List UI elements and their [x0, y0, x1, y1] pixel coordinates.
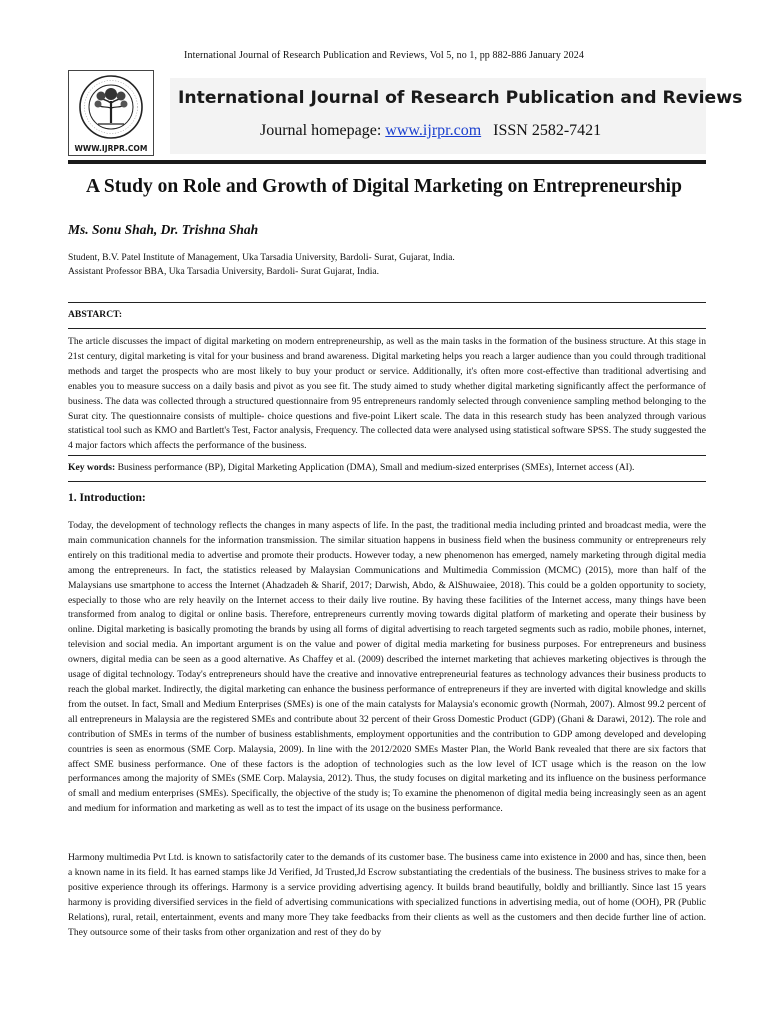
- divider: [68, 455, 706, 456]
- section-heading-introduction: 1. Introduction:: [68, 492, 146, 504]
- issn: ISSN 2582-7421: [493, 122, 602, 139]
- journal-masthead: [68, 70, 743, 158]
- abstract-label: ABSTARCT:: [68, 309, 123, 320]
- logo-url-text: WWW.IJRPR.COM: [74, 144, 148, 153]
- homepage-label: Journal homepage:: [260, 122, 382, 139]
- paper-authors: Ms. Sonu Shah, Dr. Trishna Shah: [68, 222, 259, 237]
- paper-title: A Study on Role and Growth of Digital Marketing on Entrepreneurship: [86, 176, 682, 197]
- author-affiliation-1: Student, B.V. Patel Institute of Management, Uka Tarsadia University, Bardoli- Surat, Gujarat, India.: [68, 252, 455, 263]
- keywords-line: [68, 462, 634, 473]
- journal-citation: International Journal of Research Publication and Reviews, Vol 5, no 1, pp 882-886 January 2024: [184, 50, 584, 61]
- journal-header-panel: [170, 78, 743, 154]
- keywords-label: Key words:: [68, 462, 116, 473]
- abstract-text: The article discusses the impact of digital marketing on modern entrepreneurship, as well as the main tasks in the formation of the business structure. At this stage in 21st century, digital marketing is vital for your business and brand awareness. Digital marketing helps you reach a larger audience than you could through traditional methods and target the prospects who are most likely to buy your product or service. Additionally, it's often more cost-effective than traditional advertising and enables you to measure success on a daily basis and pivot as you see fit. The study aimed to study whether digital marketing significantly affect the performance of business. The data was collected through a structured questionnaire from 95 entrepreneurs randomly selected through convenience sampling method belonging to the Surat city. The questionnaire consists of multiple- choice questions and five-point Likert scale. The data in this research study has been analyzed through various statistical tool such as KMO and Bartlett's Test, Factor analysis, Frequency. The collected data were analysed using statistical software SPSS. The study suggested the 4 major factors which affects the performance of the business.: [68, 336, 706, 452]
- journal-homepage-line: [260, 122, 601, 140]
- masthead-divider: [68, 160, 706, 164]
- divider: [68, 328, 706, 329]
- introduction-paragraph-2: Harmony multimedia Pvt Ltd. is known to satisfactorily cater to the demands of its customer base. The business came into existence in 2000 and has, since then, been a known name in its field. It has earned stamps like Jd Verified, Jd Trusted,Jd Escrow substantiating the credentials of the business. The business strives to make for a positive experience through its offerings. Harmony is a service providing advertising agency. It builds brand beautifully, boldly and brilliantly. Since last 15 years harmony is providing diversified services in the field of advertising communications with specialized functions in advertising media, out of home (OOH), PR (Public Relations), rural, retail, entertainment, events and many more They take feedbacks from their clients as well as the customers and then decide further line of action. They outsource some of their tasks from other organization and rest of they do by: [68, 852, 706, 938]
- divider: [68, 302, 706, 303]
- divider: [68, 481, 706, 482]
- journal-name: International Journal of Research Publication and Reviews: [178, 88, 743, 108]
- homepage-link[interactable]: www.ijrpr.com: [385, 122, 482, 139]
- keywords-text: Business performance (BP), Digital Marketing Application (DMA), Small and medium-sized enterprises (SMEs), Internet access (AI).: [117, 462, 635, 473]
- introduction-paragraph-1: Today, the development of technology reflects the changes in many aspects of life. In the past, the traditional media including printed and broadcast media, were the main communication channels for the information transmission. The similar situation happens in business field when the business community or entrepreneurs rely entirely on this traditional media to advertise and promote their products. However today, a new phenomenon has emerged, namely marketing through digital media among the entrepreneurs. In fact, the statistics released by Malaysian Communications and Multimedia Commission (MCMC) (2015), more than half of the Malaysians use smartphone to access the Internet (Ahadzadeh & Sharif, 2017; Darwish, Abdo, & AlShuwaiee, 2018). This could be a golden opportunity to society, especially to those who are rely heavily on the Internet access to their daily live routine. By having these facilities of the Internet access, many things have been transformed from analog to digital or online basis. Therefore, entrepreneurs currently moving towards digital platform of marketing and operate their business by online. Digital marketing is basically promoting the brands by using all forms of digital advertising to reach targeted segments such as radio, mobile phones, internet, television and social media. An important argument is on the value and power of digital media marketing for business purposes. For entrepreneurs and business owners, digital media can be seen as a good alternative. As Chaffey et al. (2009) described the internet marketing that achieves marketing objectives is through the usage of digital technology. Today's entrepreneurs should have the creative and innovative entrepreneurial features as technology advances their business products to reach the global market. Indirectly, the digital marketing can enhance the business performance of entrepreneurs if they are inverted with digital knowledge and skills from the outset. In fact, Small and Medium Enterprises (SMEs) is one of the main catalysts for Malaysia's economic growth (Normah, 2007). Almost 99.2 percent of all entrepreneurs in Malaysia are the registered SMEs and contribute about 32 percent of their Gross Domestic Product (GDP) (Ghani & Darawi, 2012). The role and contribution of SMEs in terms of the number of business establishments, employment opportunities and the contribution to GDP among developed and developing countries is seen as enormous (SME Corp. Malaysia, 2009). In line with the 2012/2020 SMEs Master Plan, the World Bank revealed that there are six factors that affect SME business performance. One of these factors is the adoption of technologies such as the low level of ICT usage which is the reason on the low performances among the majority of SMEs (SME Corp. Malaysia, 2012). Thus, the study focuses on digital marketing and its influence on the business performance of small and medium enterprises (SMEs). Specifically, the objective of the study is; To examine the phenomenon of digital media being increasingly seen as an agent and medium for information and marketing as well as to test the impact of its usage on the business performance.: [68, 520, 706, 815]
- author-affiliation-2: Assistant Professor BBA, Uka Tarsadia University, Bardoli- Surat Gujarat, India.: [68, 266, 380, 277]
- journal-logo: [68, 70, 154, 156]
